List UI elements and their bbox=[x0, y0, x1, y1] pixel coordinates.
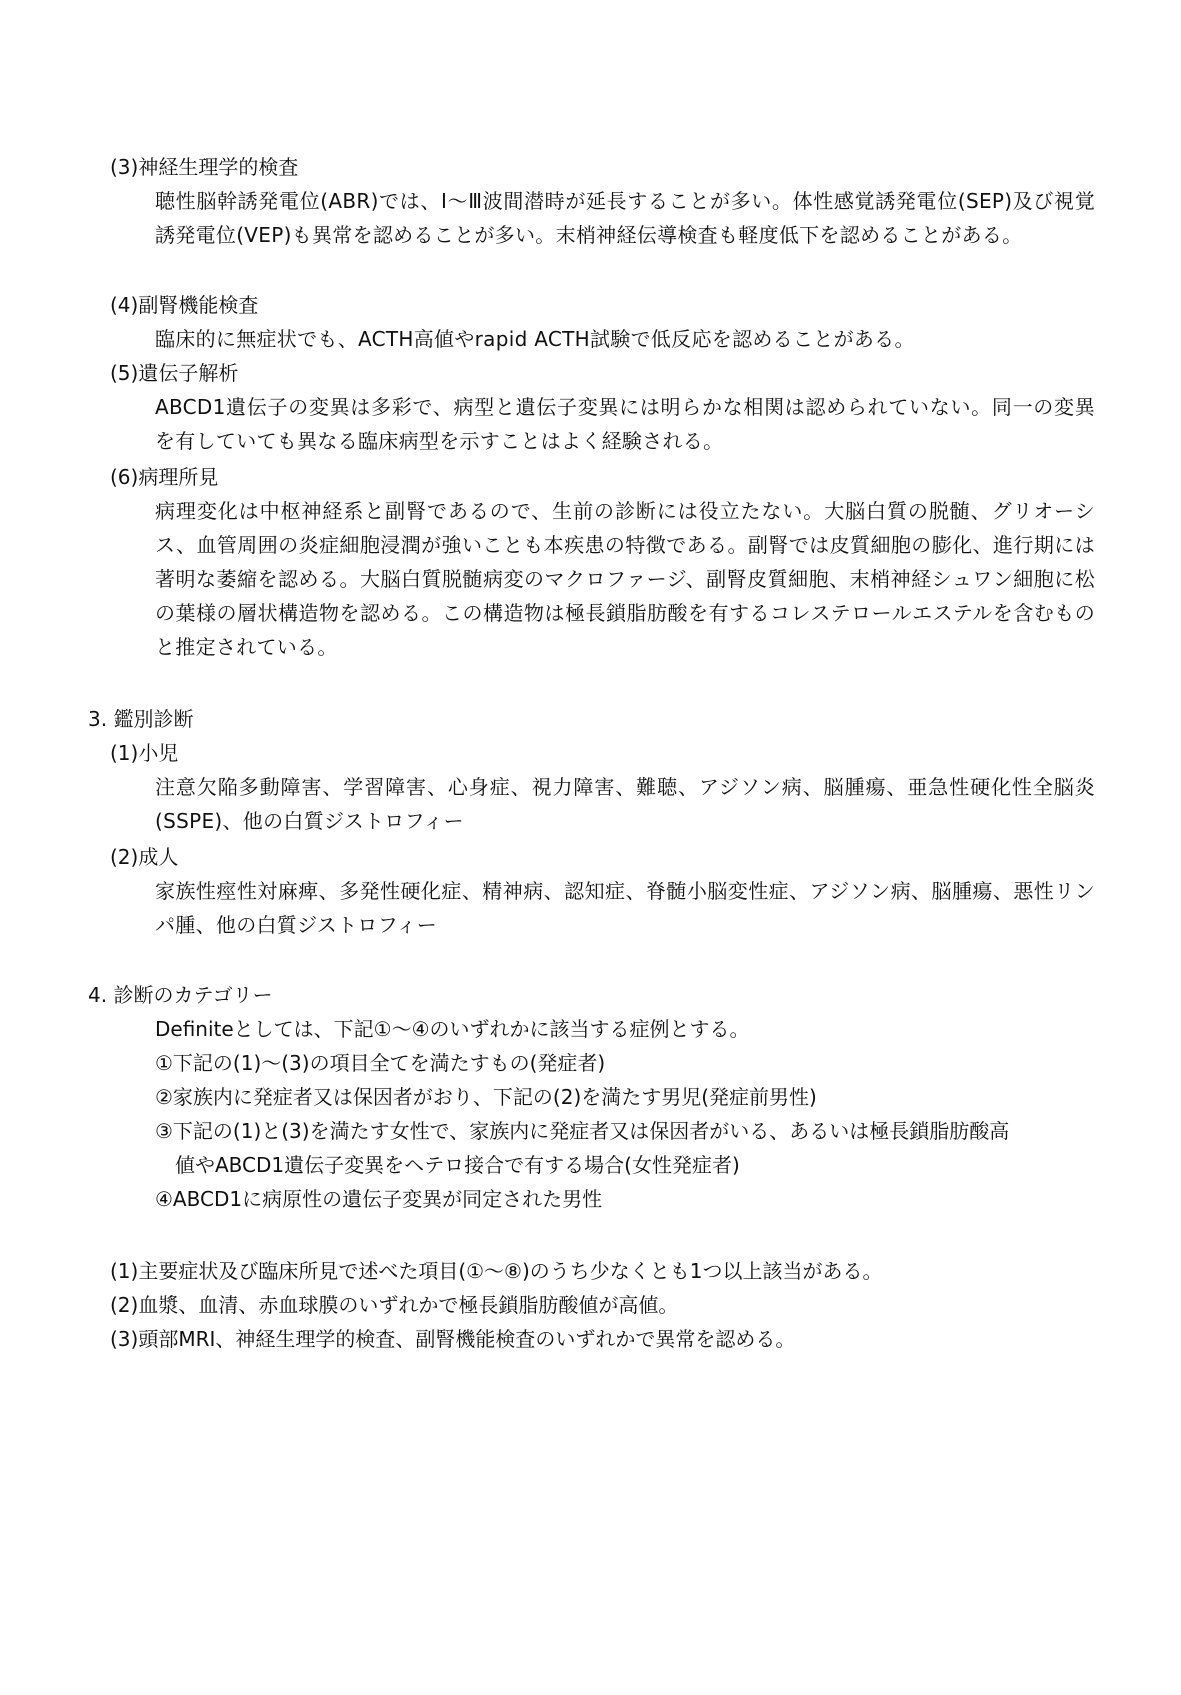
criterion-3: (3)頭部MRI、神経生理学的検査、副腎機能検査のいずれかで異常を認める。 bbox=[110, 1327, 796, 1351]
category-item-1: ①下記の(1)～(3)の項目全てを満たすもの(発症者) bbox=[155, 1051, 606, 1075]
section-body-adrenal: 臨床的に無症状でも、ACTH高値やrapid ACTH試験で低反応を認めることがある。 bbox=[155, 327, 915, 351]
criterion-1: (1)主要症状及び臨床所見で述べた項目(①～⑧)のうち少なくとも1つ以上該当がある。 bbox=[110, 1259, 883, 1283]
differential-child-body: 注意欠陥多動障害、学習障害、心身症、視力障害、難聴、アジソン病、脳腫瘍、亜急性硬化性全脳炎(SSPE)、他の白質ジストロフィー bbox=[155, 775, 1095, 833]
differential-adult-heading: (2)成人 bbox=[110, 845, 179, 869]
category-item-2: ②家族内に発症者又は保因者がおり、下記の(2)を満たす男児(発症前男性) bbox=[155, 1085, 817, 1109]
diagnostic-category-heading: 4. 診断のカテゴリー bbox=[88, 983, 273, 1007]
criterion-2: (2)血漿、血清、赤血球膜のいずれかで極長鎖脂肪酸値が高値。 bbox=[110, 1293, 679, 1317]
differential-diagnosis-heading: 3. 鑑別診断 bbox=[88, 707, 194, 731]
section-body-genetics: ABCD1遺伝子の変異は多彩で、病型と遺伝子変異には明らかな相関は認められていない。同一の変異を有していても異なる臨床病型を示すことはよく経験される。 bbox=[155, 395, 1095, 453]
category-item-3: ③下記の(1)と(3)を満たす女性で、家族内に発症者又は保因者がいる、あるいは極長鎖脂肪酸高 bbox=[155, 1119, 1010, 1143]
differential-adult-body: 家族性痙性対麻痺、多発性硬化症、精神病、認知症、脊髄小脳変性症、アジソン病、脳腫瘍、悪性リンパ腫、他の白質ジストロフィー bbox=[155, 879, 1095, 937]
category-item-4: ④ABCD1に病原性の遺伝子変異が同定された男性 bbox=[155, 1187, 603, 1211]
section-body-neurophysiology: 聴性脳幹誘発電位(ABR)では、Ⅰ～Ⅲ波間潜時が延長することが多い。体性感覚誘発電位(SEP)及び視覚誘発電位(VEP)も異常を認めることが多い。末梢神経伝導検査も軽度低下を認めることがある。 bbox=[155, 189, 1095, 247]
category-intro: Definiteとしては、下記①～④のいずれかに該当する症例とする。 bbox=[155, 1017, 750, 1041]
section-heading-adrenal: (4)副腎機能検査 bbox=[110, 293, 259, 317]
section-heading-neurophysiology: (3)神経生理学的検査 bbox=[110, 155, 299, 179]
category-item-3-continued: 値やABCD1遺伝子変異をヘテロ接合で有する場合(女性発症者) bbox=[175, 1153, 740, 1177]
section-heading-genetics: (5)遺伝子解析 bbox=[110, 361, 239, 385]
differential-child-heading: (1)小児 bbox=[110, 741, 179, 765]
section-heading-pathology: (6)病理所見 bbox=[110, 465, 219, 489]
section-body-pathology: 病理変化は中枢神経系と副腎であるので、生前の診断には役立たない。大脳白質の脱髄、グリオーシス、血管周囲の炎症細胞浸潤が強いことも本疾患の特徴である。副腎では皮質細胞の膨化、進行期には著明な萎縮を認める。大脳白質脱髄病変のマクロファージ、副腎皮質細胞、末梢神経シュワン細胞に松の葉様の層状構造物を認める。この構造物は極長鎖脂肪酸を有するコレステロールエステルを含むものと推定されている。 bbox=[155, 499, 1095, 659]
